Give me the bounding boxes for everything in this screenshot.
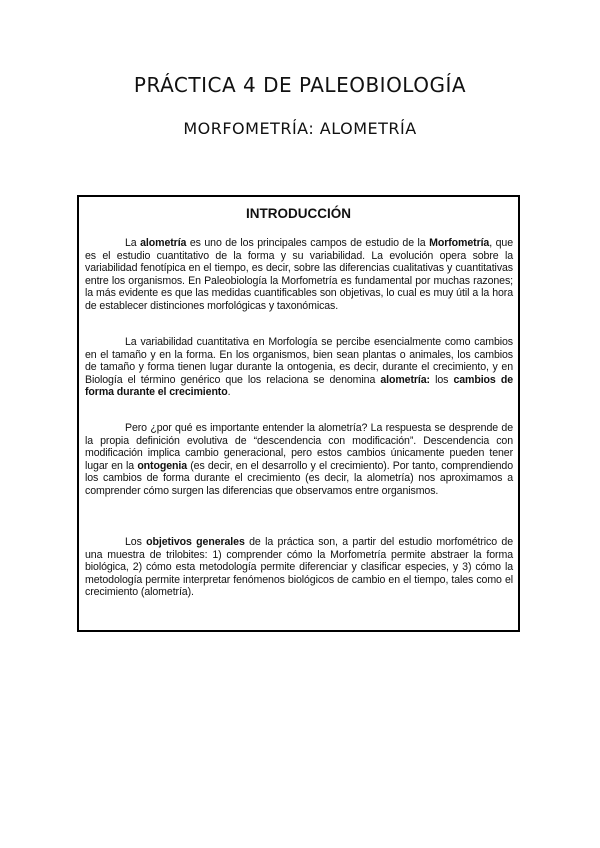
paragraph-3 xyxy=(85,422,513,497)
introduction-heading: INTRODUCCIÓN xyxy=(246,206,351,221)
paragraph-3-bold-1: ontogenia xyxy=(137,459,188,472)
paragraph-2-text-2: los xyxy=(429,373,454,386)
paragraph-3-text-1: Pero ¿por qué es importante entender la alometría? La respuesta se desprende de la propia definición evolutiva de “descendencia con modificación”. Descendencia con modificación implica cambio generacional, pero estos cambios únicamente pueden tener lugar en la xyxy=(85,422,513,472)
paragraph-4-text-2: de la práctica son, a partir del estudio morfométrico de una muestra de trilobites: 1) comprender cómo la Morfometría permite abstraer la forma biológica, 2) cómo esta metodología permite diferenciar y clasificar especies, y 3) cómo la metodología permite interpretar fenómenos biológicos de cambio en el tiempo, tales como el crecimiento (alometría). xyxy=(85,536,513,598)
paragraph-1-text-1: La xyxy=(125,237,141,249)
paragraph-4-bold-1: objetivos generales xyxy=(146,536,245,548)
paragraph-1-bold-2: Morfometría xyxy=(429,237,490,249)
paragraph-1-text-2: es uno de los principales campos de estudio de la xyxy=(186,237,430,249)
paragraph-3-text-2: (es decir, en el desarrollo y el crecimiento). Por tanto, comprendiendo los cambios de forma durante el crecimiento (es decir, la alometría) nos aproximamos a comprender cómo surgen las diferencias que observamos entre organismos. xyxy=(85,459,513,497)
page-title: PRÁCTICA 4 DE PALEOBIOLOGÍA xyxy=(133,73,467,97)
paragraph-2-text-3: . xyxy=(227,386,231,398)
paragraph-1-bold-1: alometría xyxy=(140,237,187,249)
introduction-box xyxy=(77,195,520,632)
paragraph-1-text-3: , que es el estudio cuantitativo de la forma y su variabilidad. La evolución opera sobre la variabilidad fenotípica en el tiempo, es decir, sobre las diferencias cualitativas y cuantitativas entre los organismos. En Paleobiología la Morfometría es fundamental por muchas razones; la más evidente es que las medidas cuantificables son objetivas, lo cual es muy útil a la hora de establecer distinciones morfológicas y taxonómicas. xyxy=(85,237,513,312)
page-subtitle: MORFOMETRÍA: ALOMETRÍA xyxy=(183,119,417,138)
paragraph-2-bold-2: cambios de forma durante el crecimiento xyxy=(85,373,513,398)
paragraph-2-bold-1: alometría: xyxy=(380,373,430,386)
paragraph-2 xyxy=(85,336,513,399)
paragraph-1 xyxy=(85,237,513,312)
paragraph-4-text-1: Los xyxy=(125,536,147,548)
paragraph-4 xyxy=(85,536,513,599)
paragraph-2-text-1: La variabilidad cuantitativa en Morfología se percibe esencialmente como cambios en el tamaño y en la forma. En los organismos, bien sean plantas o animales, los cambios de tamaño y forma tienen lugar durante la ontogenia, es decir, durante el crecimiento, y en Biología el término genérico que los relaciona se denomina xyxy=(85,336,513,386)
